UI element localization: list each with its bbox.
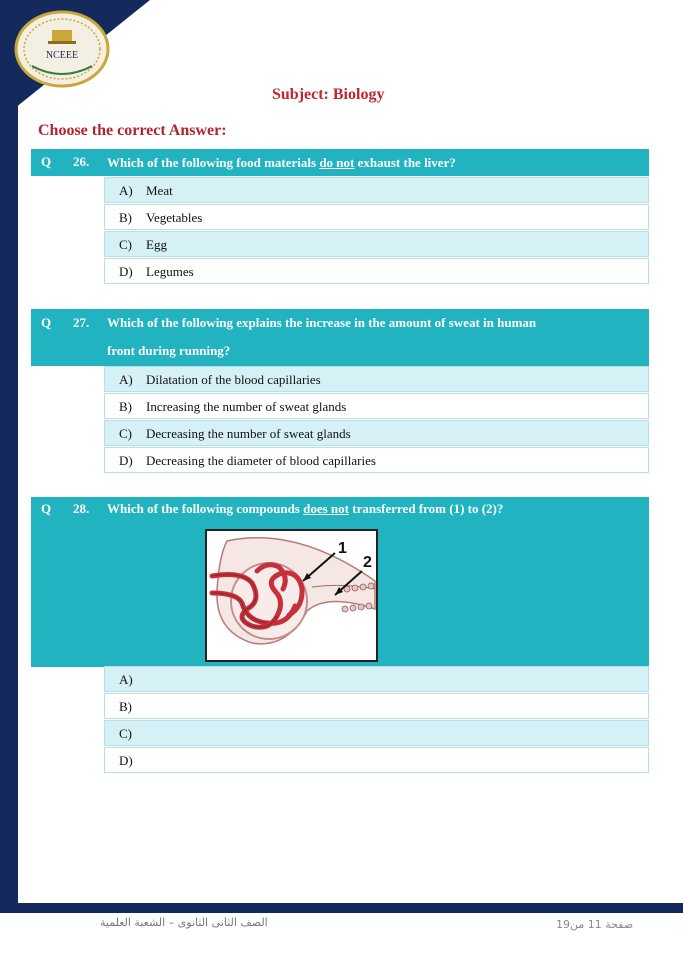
footer-bar xyxy=(0,903,683,913)
figure-label-1: 1 xyxy=(338,540,347,557)
question-text: Which of the following food materials do not exhaust the liver? xyxy=(107,155,456,170)
option-label: A) xyxy=(119,183,133,198)
option-text: Decreasing the diameter of blood capillaries xyxy=(146,453,376,468)
option-label: B) xyxy=(119,699,132,714)
question-26-header xyxy=(31,149,649,176)
question-number: 28. xyxy=(73,501,90,516)
option-label: D) xyxy=(119,753,133,768)
option-label: B) xyxy=(119,399,132,414)
question-letter: Q xyxy=(41,154,52,169)
option-row[interactable] xyxy=(104,366,649,392)
footer-grade-text: الصف الثانى الثانوى – الشعبة العلمية xyxy=(100,916,268,929)
option-row[interactable] xyxy=(104,420,649,446)
glomerulus-diagram xyxy=(207,531,376,660)
question-letter: Q xyxy=(41,501,52,516)
question-number: 26. xyxy=(73,154,90,169)
question-text-line-2: front during running? xyxy=(107,343,231,358)
left-border-strip xyxy=(0,0,18,913)
option-text: Legumes xyxy=(146,264,194,279)
option-text: Egg xyxy=(146,237,167,252)
nephron-figure xyxy=(205,529,378,662)
question-text: Which of the following compounds does not transferred from (1) to (2)? xyxy=(107,501,504,516)
option-row[interactable] xyxy=(104,666,649,692)
option-text: Vegetables xyxy=(146,210,203,225)
option-row[interactable] xyxy=(104,693,649,719)
option-label: D) xyxy=(119,264,133,279)
option-label: C) xyxy=(119,237,132,252)
instruction-heading: Choose the correct Answer: xyxy=(38,122,227,139)
question-letter: Q xyxy=(41,315,52,330)
option-label: D) xyxy=(119,453,133,468)
nceee-logo xyxy=(14,10,110,88)
option-label: C) xyxy=(119,726,132,741)
option-row[interactable] xyxy=(104,258,649,284)
option-row[interactable] xyxy=(104,204,649,230)
svg-text:NCEEE: NCEEE xyxy=(45,50,79,61)
option-text: Meat xyxy=(146,183,173,198)
question-number: 27. xyxy=(73,315,90,330)
question-27-header xyxy=(31,309,649,366)
question-text-line-1: Which of the following explains the increase in the amount of sweat in human xyxy=(107,315,537,330)
option-text: Decreasing the number of sweat glands xyxy=(146,426,351,441)
figure-label-2: 2 xyxy=(363,554,372,571)
option-label: B) xyxy=(119,210,132,225)
option-text: Increasing the number of sweat glands xyxy=(146,399,347,414)
footer-page-number: صفحة 11 من19 xyxy=(556,918,634,931)
option-row[interactable] xyxy=(104,231,649,257)
option-text: Dilatation of the blood capillaries xyxy=(146,372,321,387)
option-row[interactable] xyxy=(104,447,649,473)
option-row[interactable] xyxy=(104,393,649,419)
option-label: A) xyxy=(119,372,133,387)
option-row[interactable] xyxy=(104,720,649,746)
option-row[interactable] xyxy=(104,747,649,773)
subject-title: Subject: Biology xyxy=(272,86,385,103)
option-label: C) xyxy=(119,426,132,441)
option-label: A) xyxy=(119,672,133,687)
option-row[interactable] xyxy=(104,177,649,203)
